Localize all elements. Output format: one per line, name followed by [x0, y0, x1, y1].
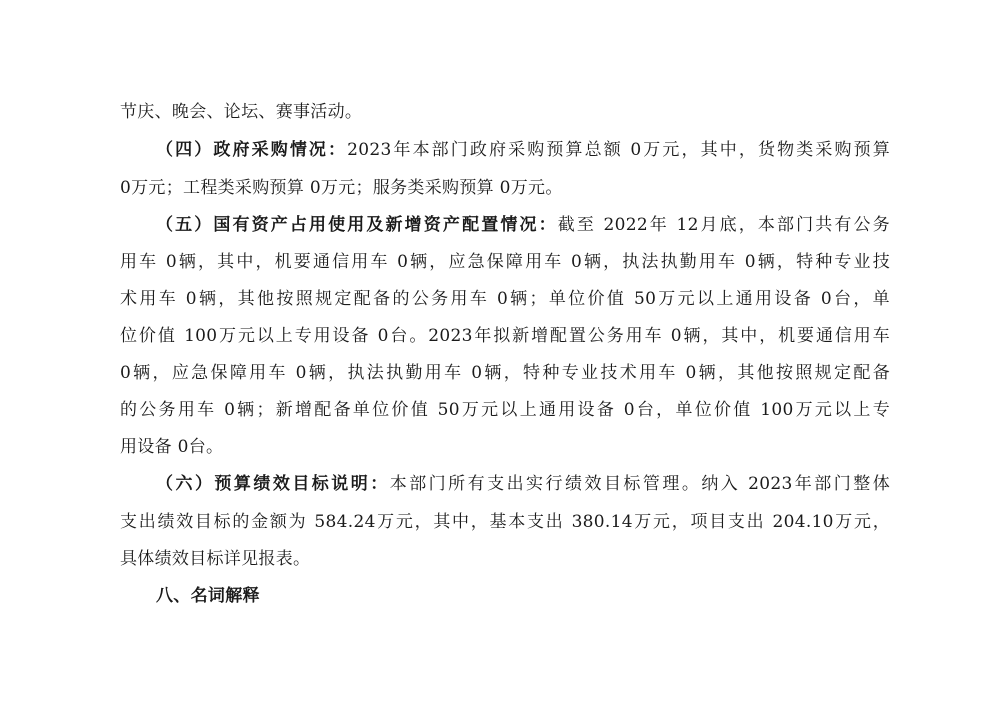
section-6-text: 本部门所有支出实行绩效目标管理。纳入 2023年部门整体 [389, 474, 890, 494]
paragraph-line: 节庆、晚会、论坛、赛事活动。 [120, 102, 363, 122]
paragraph-line: 具体绩效目标详见报表。 [120, 549, 311, 569]
paragraph-line: 术用车 0辆，其他按照规定配备的公务用车 0辆；单位价值 50万元以上通用设备 0台，单 [120, 289, 890, 309]
paragraph-line: 的公务用车 0辆；新增配备单位价值 50万元以上通用设备 0台，单位价值 100万元以上专 [120, 400, 890, 420]
section-8-heading: 八、名词解释 [156, 586, 260, 606]
paragraph-line: 用车 0辆，其中，机要通信用车 0辆，应急保障用车 0辆，执法执勤用车 0辆，特种专业技 [120, 252, 890, 272]
section-4-line [156, 140, 890, 160]
paragraph-line: 0万元；工程类采购预算 0万元；服务类采购预算 0万元。 [120, 178, 563, 198]
section-4-text: 2023年本部门政府采购预算总额 0万元，其中，货物类采购预算 [347, 140, 890, 160]
paragraph-line: 用设备 0台。 [120, 437, 224, 457]
section-5-text: 截至 2022年 12月底，本部门共有公务 [557, 215, 890, 235]
section-6-line [156, 474, 890, 494]
paragraph-line: 0辆，应急保障用车 0辆，执法执勤用车 0辆，特种专业技术用车 0辆，其他按照规定配备 [120, 363, 890, 383]
section-4-label: （四）政府采购情况： [156, 140, 348, 160]
section-5-label: （五）国有资产占用使用及新增资产配置情况： [156, 215, 558, 235]
section-5-line [156, 215, 890, 235]
paragraph-line: 位价值 100万元以上专用设备 0台。2023年拟新增配置公务用车 0辆，其中，机要通信用车 [120, 326, 890, 346]
paragraph-line: 支出绩效目标的金额为 584.24万元，其中，基本支出 380.14万元，项目支出 204.10万元， [120, 512, 890, 532]
section-6-label: （六）预算绩效目标说明： [156, 474, 390, 494]
